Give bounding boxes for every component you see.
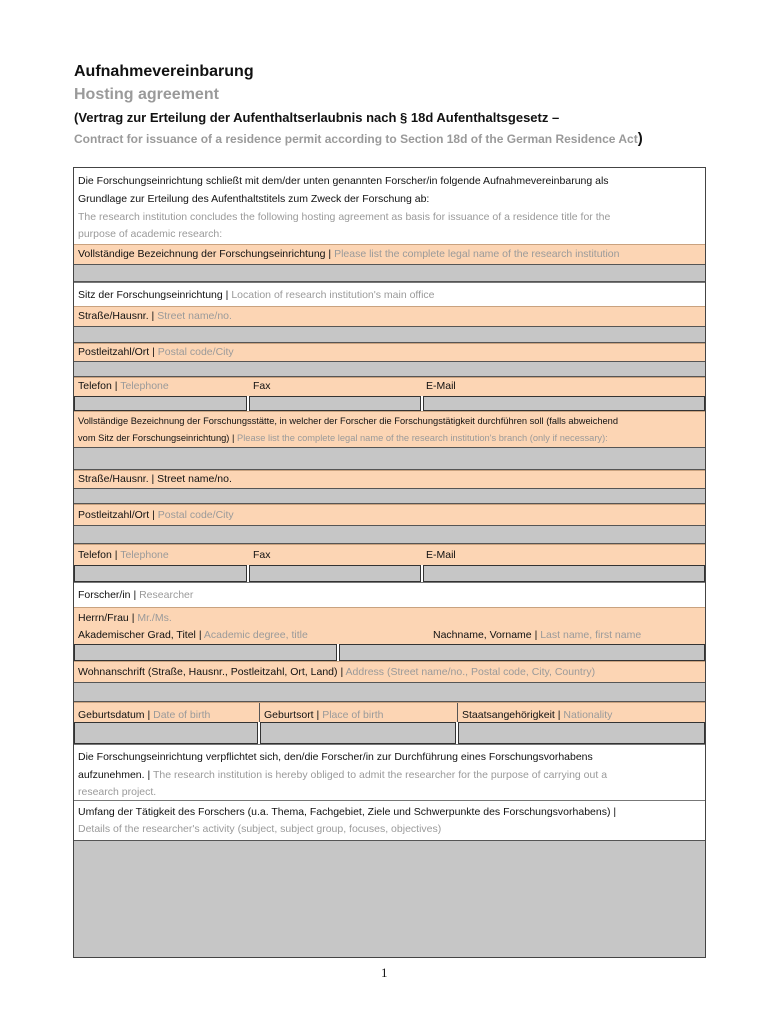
street1-label: Straße/Hausnr. | Street name/no. <box>78 310 232 322</box>
fax1-label: Fax <box>253 380 271 392</box>
email1-input[interactable] <box>423 396 705 411</box>
intro-en-line1: The research institution concludes the following hosting agreement as basis for issuance of a residence title for the <box>78 211 611 223</box>
email2-label: E-Mail <box>426 549 456 561</box>
obligation-section <box>74 744 705 800</box>
fax1-input[interactable] <box>249 396 421 411</box>
name-inputs <box>74 644 705 661</box>
postal1-label: Postleitzahl/Ort | Postal code/City <box>78 346 234 358</box>
name-label: Nachname, Vorname | Last name, first name <box>433 629 642 641</box>
seat-label: Sitz der Forschungseinrichtung | Location of research institution's main office <box>78 289 435 301</box>
branch-label-line2: vom Sitz der Forschungseinrichtung) | Please list the complete legal name of the research institution's branch (only if necessary): <box>78 433 608 443</box>
obligation-line2: aufzunehmen. | The research institution is hereby obliged to admit the researcher for the purpose of carrying out a <box>78 769 608 781</box>
postal2-label-row <box>74 504 705 525</box>
obligation-line1: Die Forschungseinrichtung verpflichtet sich, den/die Forscher/in zur Durchführung eines Forschungsvorhabens <box>78 751 593 763</box>
email2-input[interactable] <box>423 565 705 582</box>
institution-name-label: Vollständige Bezeichnung der Forschungseinrichtung | Please list the complete legal name of the research institution <box>78 248 620 260</box>
postal2-input[interactable] <box>74 525 705 544</box>
nationality-label: Staatsangehörigkeit | Nationality <box>462 709 613 721</box>
postal2-label: Postleitzahl/Ort | Postal code/City <box>78 509 234 521</box>
address-input[interactable] <box>74 682 705 702</box>
researcher-heading: Forscher/in | Researcher <box>78 589 194 601</box>
degree-label: Akademischer Grad, Titel | Academic degree, title <box>78 629 308 641</box>
intro-section <box>74 168 705 244</box>
address-label: Wohnanschrift (Straße, Hausnr., Postleitzahl, Ort, Land) | Address (Street name/no., Postal code, City, Country) <box>78 666 596 678</box>
hosting-agreement-form <box>73 167 706 958</box>
postal1-label-row <box>74 343 705 361</box>
email1-label: E-Mail <box>426 380 456 392</box>
fax2-input[interactable] <box>249 565 421 582</box>
nationality-input[interactable] <box>458 722 705 744</box>
researcher-heading-row <box>74 582 705 607</box>
obligation-line3: research project. <box>78 786 157 798</box>
intro-de-line2: Grundlage zur Erteilung des Aufenthaltstitels zum Zweck der Forschung ab: <box>78 193 430 205</box>
branch-label-line1: Vollständige Bezeichnung der Forschungsstätte, in welcher der Forscher die Forschungstätigkeit durchführen soll (falls abweichend <box>78 416 619 426</box>
intro-en-line2: purpose of academic research: <box>78 228 223 240</box>
dob-label: Geburtsdatum | Date of birth <box>78 709 211 721</box>
branch-input[interactable] <box>74 447 705 470</box>
subtitle-closing-paren: ) <box>637 130 643 147</box>
street1-label-row <box>74 306 705 326</box>
document-subtitle-english <box>74 130 643 147</box>
name-label-row <box>74 607 705 644</box>
activity-label-en: Details of the researcher's activity (subject, subject group, focuses, objectives) <box>78 823 442 835</box>
street1-input[interactable] <box>74 326 705 343</box>
institution-name-input[interactable] <box>74 264 705 282</box>
contact1-inputs <box>74 396 705 411</box>
phone1-label: Telefon | Telephone <box>78 380 169 392</box>
phone2-label: Telefon | Telephone <box>78 549 169 561</box>
postal1-input[interactable] <box>74 361 705 377</box>
address-label-row <box>74 661 705 682</box>
pob-label: Geburtsort | Place of birth <box>264 709 384 721</box>
document-title-english: Hosting agreement <box>74 86 219 103</box>
birth-inputs <box>74 722 705 744</box>
seat-label-row <box>74 282 705 306</box>
document-subtitle: (Vertrag zur Erteilung der Aufenthaltserlaubnis nach § 18d Aufenthaltsgesetz – <box>74 110 560 125</box>
document-title: Aufnahmevereinbarung <box>74 63 254 80</box>
street2-input[interactable] <box>74 488 705 504</box>
activity-input[interactable] <box>74 840 705 957</box>
contact2-inputs <box>74 565 705 582</box>
pob-input[interactable] <box>260 722 456 744</box>
page-number: 1 <box>381 965 388 980</box>
salutation-label: Herrn/Frau | Mr./Ms. <box>78 612 172 624</box>
phone2-input[interactable] <box>74 565 247 582</box>
street2-label-row <box>74 470 705 488</box>
birth-label-row <box>74 702 705 722</box>
activity-label-row <box>74 800 705 840</box>
name-input[interactable] <box>339 644 705 661</box>
institution-name-label-row <box>74 244 705 264</box>
branch-label-row <box>74 411 705 447</box>
intro-de-line1: Die Forschungseinrichtung schließt mit dem/der unten genannten Forscher/in folgende Aufnahmevereinbarung als <box>78 175 609 187</box>
phone1-input[interactable] <box>74 396 247 411</box>
activity-label-de: Umfang der Tätigkeit des Forschers (u.a. Thema, Fachgebiet, Ziele und Schwerpunkte des Forschungsvorhabens) | <box>78 806 617 818</box>
subtitle-english-text: Contract for issuance of a residence permit according to Section 18d of the German Residence Act <box>74 132 638 146</box>
street2-label: Straße/Hausnr. | Street name/no. <box>78 473 232 485</box>
contact1-label-row <box>74 377 705 396</box>
degree-input[interactable] <box>74 644 337 661</box>
fax2-label: Fax <box>253 549 271 561</box>
contact2-label-row <box>74 544 705 565</box>
dob-input[interactable] <box>74 722 258 744</box>
